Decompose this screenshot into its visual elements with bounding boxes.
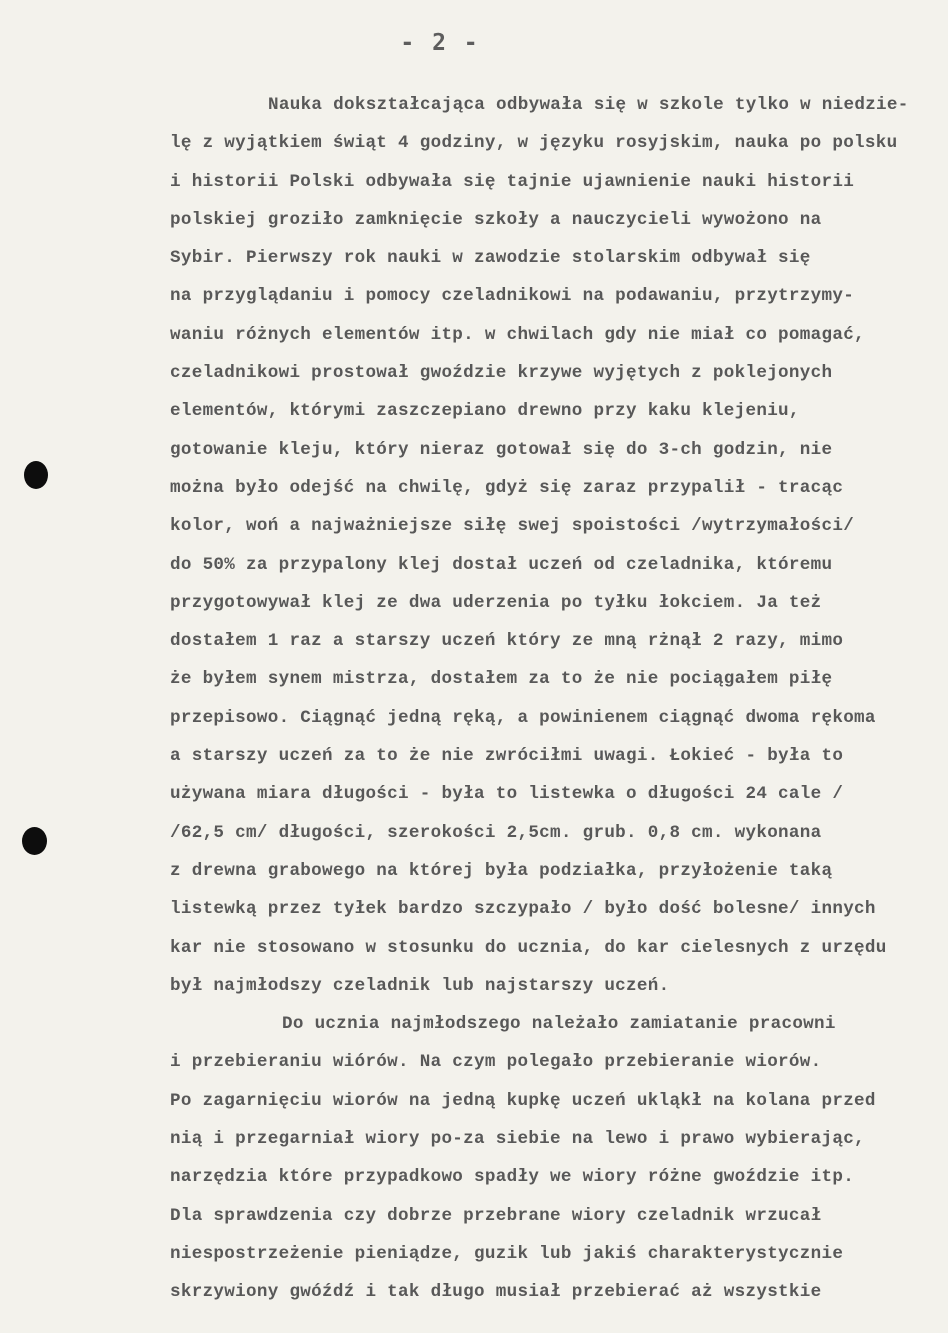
text-line: Sybir. Pierwszy rok nauki w zawodzie stolarskim odbywał się	[170, 248, 811, 269]
text-line: Dla sprawdzenia czy dobrze przebrane wiory czeladnik wrzucał	[170, 1205, 822, 1226]
text-line: przepisowo. Ciągnąć jedną ręką, a powinienem ciągnąć dwoma rękoma	[170, 707, 876, 728]
text-line: skrzywiony gwóźdź i tak długo musiał przebierać aż wszystkie	[170, 1282, 822, 1303]
text-line: listewką przez tyłek bardzo szczypało / było dość bolesne/ innych	[170, 899, 876, 920]
text-line: dostałem 1 raz a starszy uczeń który ze mną rżnął 2 razy, mimo	[170, 631, 844, 652]
text-line: do 50% za przypalony klej dostał uczeń od czeladnika, któremu	[170, 554, 833, 575]
text-line: i przebieraniu wiórów. Na czym polegało przebieranie wiorów.	[170, 1052, 822, 1073]
text-line: /62,5 cm/ długości, szerokości 2,5cm. grub. 0,8 cm. wykonana	[170, 822, 822, 843]
text-line: można było odejść na chwilę, gdyż się zaraz przypalił - tracąc	[170, 477, 844, 498]
text-line: niespostrzeżenie pieniądze, guzik lub jakiś charakterystycznie	[170, 1243, 844, 1264]
text-line: narzędzia które przypadkowo spadły we wiory różne gwoździe itp.	[170, 1167, 855, 1188]
text-line: z drewna grabowego na której była podziałka, przyłożenie taką	[170, 860, 833, 881]
text-line: i historii Polski odbywała się tajnie ujawnienie nauki historii	[170, 171, 855, 192]
text-line: a starszy uczeń za to że nie zwróciłmi uwagi. Łokieć - była to	[170, 746, 844, 767]
punch-hole	[24, 461, 48, 489]
text-line: czeladnikowi prostował gwoździe krzywe wyjętych z poklejonych	[170, 363, 833, 384]
text-line: Po zagarnięciu wiorów na jedną kupkę uczeń ukląkł na kolana przed	[170, 1090, 876, 1111]
text-line: Nauka dokształcająca odbywała się w szkole tylko w niedzie-	[268, 95, 909, 115]
typewritten-text	[170, 86, 946, 1312]
text-line: kolor, woń a najważniejsze siłę swej spoistości /wytrzymałości/	[170, 516, 855, 537]
text-line: waniu różnych elementów itp. w chwilach gdy nie miał co pomagać,	[170, 324, 865, 345]
text-line: lę z wyjątkiem świąt 4 godziny, w języku rosyjskim, nauka po polsku	[170, 133, 898, 154]
text-line: używana miara długości - była to listewka o długości 24 cale /	[170, 784, 844, 805]
text-line: Do ucznia najmłodszego należało zamiatanie pracowni	[282, 1014, 836, 1035]
text-line: gotowanie kleju, który nieraz gotował się do 3-ch godzin, nie	[170, 439, 833, 460]
text-line: polskiej groziło zamknięcie szkoły a nauczycieli wywożono na	[170, 209, 822, 230]
text-line: był najmłodszy czeladnik lub najstarszy uczeń.	[170, 975, 670, 996]
text-line: na przyglądaniu i pomocy czeladnikowi na podawaniu, przytrzymy-	[170, 286, 855, 307]
page-number: - 2 -	[400, 30, 480, 56]
text-line: kar nie stosowano w stosunku do ucznia, do kar cielesnych z urzędu	[170, 937, 887, 958]
punch-hole	[22, 827, 47, 855]
text-line: że byłem synem mistrza, dostałem za to że nie pociągałem piłę	[170, 669, 833, 690]
text-line: elementów, którymi zaszczepiano drewno przy kaku klejeniu,	[170, 401, 800, 422]
text-line: nią i przegarniał wiory po-za siebie na lewo i prawo wybierając,	[170, 1129, 865, 1150]
text-line: przygotowywał klej ze dwa uderzenia po tyłku łokciem. Ja też	[170, 592, 822, 613]
